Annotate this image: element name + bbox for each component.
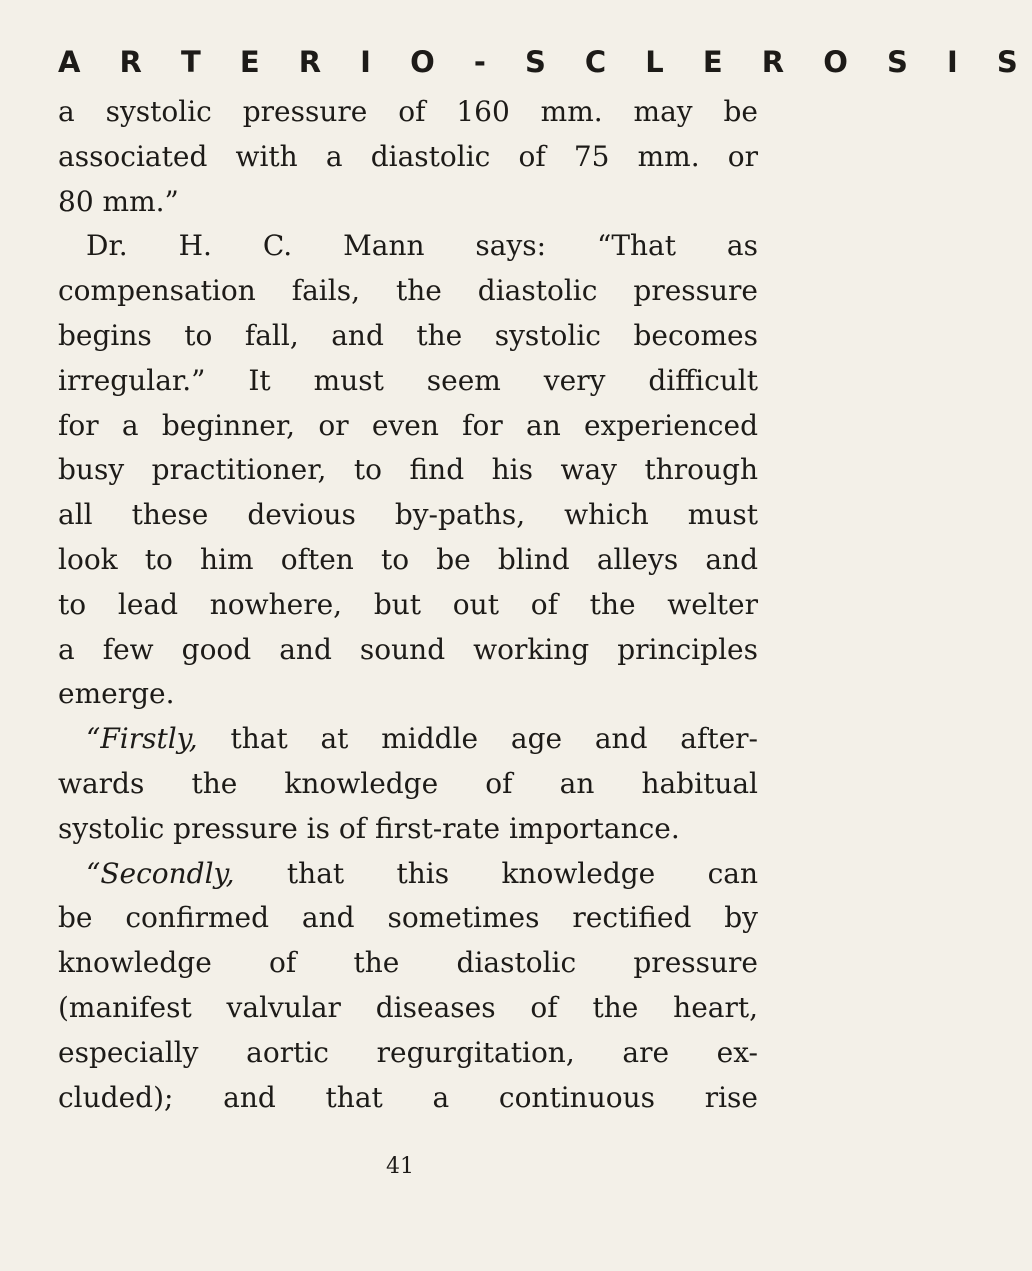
text-line: be confirmed and sometimes rectified by (58, 901, 758, 935)
text-line: look to him often to be blind alleys and (58, 542, 758, 576)
emphasis-firstly: “Firstly, (86, 722, 198, 756)
page-number: 41 (386, 1154, 414, 1179)
text-line: emerge. (58, 677, 175, 711)
text-line: cluded); and that a continuous rise (58, 1080, 758, 1114)
text-line: associated with a diastolic of 75 mm. or (58, 139, 758, 173)
text-line: 80 mm.” (58, 184, 179, 218)
text-line (58, 852, 758, 897)
text-line: knowledge of the diastolic pressure (58, 946, 758, 980)
text-line: all these devious by-paths, which must (58, 498, 758, 532)
text-line: compensation fails, the diastolic pressure (58, 274, 758, 308)
text-line: to lead nowhere, but out of the welter (58, 587, 758, 621)
body-text (58, 90, 758, 1120)
text-line: a systolic pressure of 160 mm. may be (58, 95, 758, 128)
text-line-rest: that this knowledge can (286, 856, 759, 890)
emphasis-secondly: “Secondly, (86, 856, 235, 890)
text-line: Dr. H. C. Mann says: “That as (86, 229, 758, 263)
text-line-rest: that at middle age and after- (230, 722, 759, 756)
text-line: a few good and sound working principles (58, 632, 758, 666)
text-line: (manifest valvular diseases of the heart, (58, 990, 758, 1024)
text-line: for a beginner, or even for an experienced (58, 408, 758, 442)
text-line: systolic pressure is of first-rate importance. (58, 811, 680, 845)
text-line: irregular.” It must seem very difficult (58, 363, 758, 397)
text-line: especially aortic regurgitation, are ex- (58, 1035, 758, 1069)
running-head: A R T E R I O - S C L E R O S I S (58, 45, 1032, 79)
text-line: busy practitioner, to find his way through (58, 453, 758, 487)
text-line: wards the knowledge of an habitual (58, 766, 758, 800)
text-line (58, 717, 758, 762)
text-line: begins to fall, and the systolic becomes (58, 318, 758, 352)
